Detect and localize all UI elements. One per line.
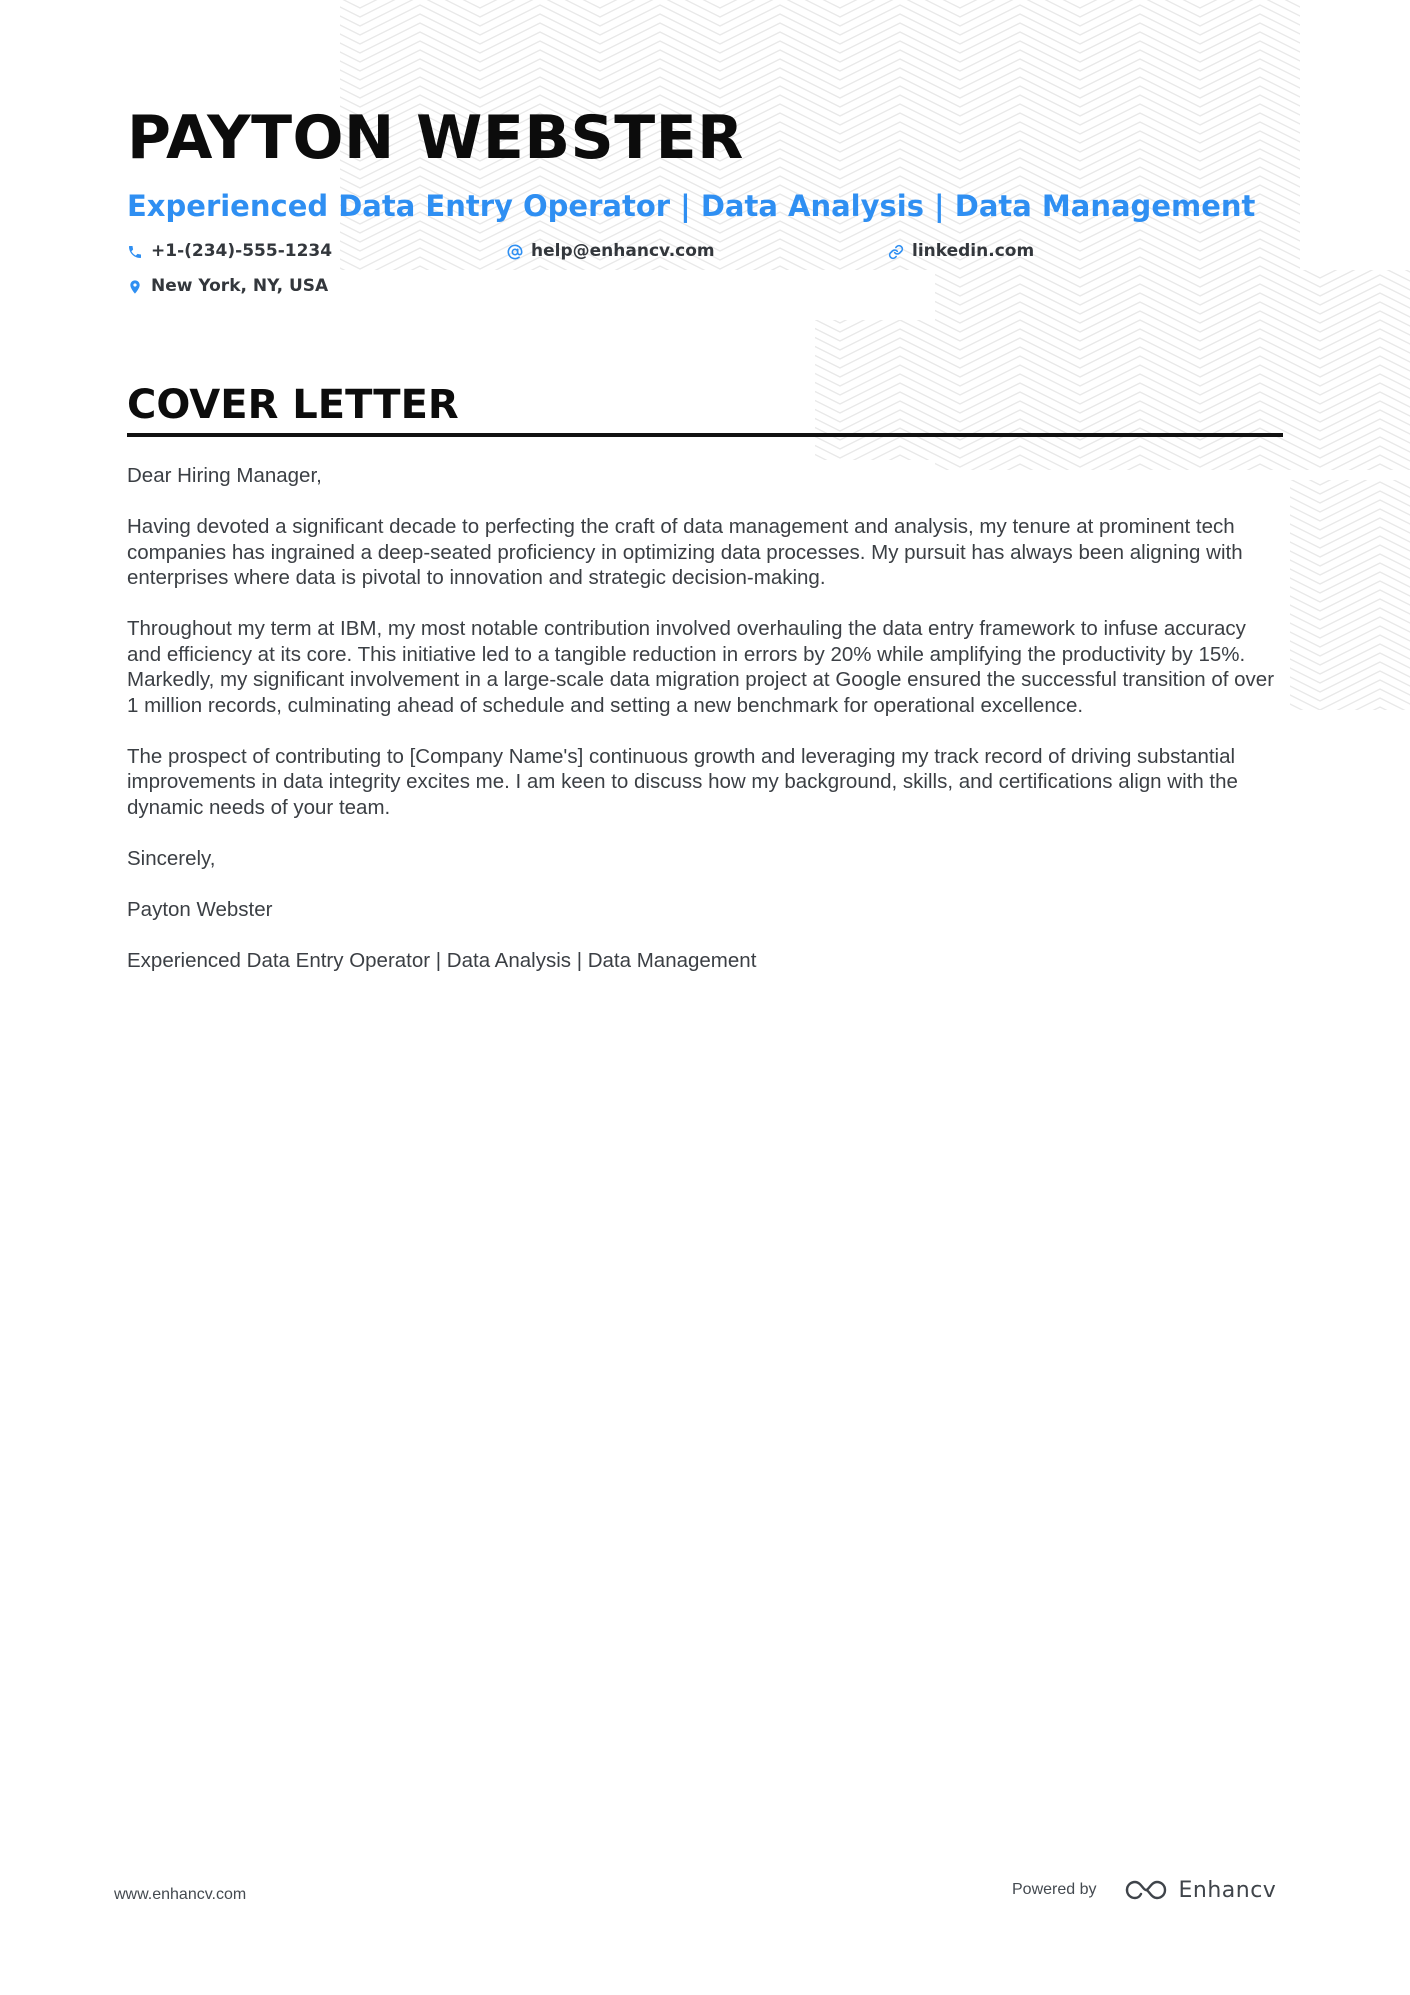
contact-link[interactable]: [888, 243, 1034, 260]
contact-location: [127, 278, 328, 295]
at-sign-icon: [507, 244, 523, 260]
section-title: COVER LETTER: [127, 382, 459, 428]
map-pin-icon: [127, 279, 143, 295]
footer-website-link[interactable]: www.enhancv.com: [114, 1886, 247, 1903]
contact-phone-text: +1-(234)-555-1234: [151, 241, 333, 261]
letter-greeting: Dear Hiring Manager,: [127, 464, 322, 487]
contact-link-text: linkedin.com: [912, 241, 1035, 261]
link-icon: [888, 244, 904, 260]
phone-icon: [127, 244, 143, 260]
letter-signature-title: Experienced Data Entry Operator | Data Analysis | Data Management: [127, 948, 757, 972]
letter-closing: Sincerely,: [127, 846, 216, 870]
letter-paragraph: Having devoted a significant decade to perfecting the craft of data management and analysis, my tenure at prominent tech companies has ingrained a deep-seated proficiency in optimizing data processes. My pursuit has always been aligning with enterprises where data is pivotal to innovation and strategic decision-making.: [127, 515, 1243, 589]
contact-phone[interactable]: [127, 243, 332, 260]
footer-branding[interactable]: [1012, 1876, 1276, 1904]
enhancv-brand-name: Enhancv: [1178, 1877, 1277, 1903]
letter-paragraph: Throughout my term at IBM, my most notable contribution involved overhauling the data entry framework to infuse accuracy and efficiency at its core. This initiative led to a tangible reduction in errors by 20% while amplifying the productivity by 15%. Markedly, my significant involvement in a large-scale data migration project at Google ensured the successful transition of over 1 million records, culminating ahead of schedule and setting a new benchmark for operational excellence.: [127, 617, 1275, 717]
enhancv-logo-icon: [1123, 1876, 1169, 1904]
section-divider: [127, 433, 1283, 437]
candidate-headline: Experienced Data Entry Operator | Data Analysis | Data Management: [127, 189, 1256, 223]
powered-by-label: Powered by: [1012, 1881, 1097, 1898]
letter-signature-name: Payton Webster: [127, 897, 273, 921]
cover-letter-body: [127, 463, 1283, 999]
contact-email[interactable]: [507, 243, 715, 260]
letter-paragraph: The prospect of contributing to [Company Name's] continuous growth and leveraging my track record of driving substantial improvements in data integrity excites me. I am keen to discuss how my background, skills, and certifications align with the dynamic needs of your team.: [127, 744, 1238, 819]
candidate-name: PAYTON WEBSTER: [127, 103, 744, 173]
contact-email-text: help@enhancv.com: [531, 241, 715, 261]
contact-location-text: New York, NY, USA: [151, 276, 329, 296]
